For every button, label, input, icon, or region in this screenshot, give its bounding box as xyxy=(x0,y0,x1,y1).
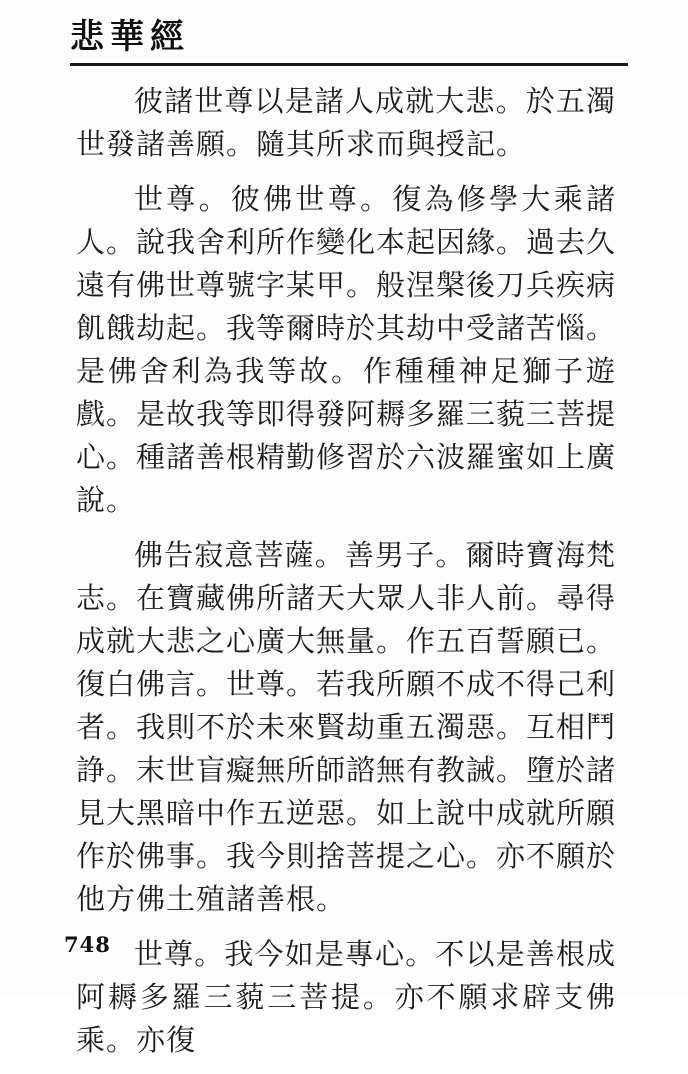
page-number: 748 xyxy=(64,932,111,957)
running-header xyxy=(70,14,628,60)
paragraph-2: 世尊。彼佛世尊。復為修學大乘諸人。說我舍利所作變化本起因緣。過去久遠有佛世尊號字某甲。般涅槃後刀兵疾病飢餓劫起。我等爾時於其劫中受諸苦惱。是佛舍利為我等故。作種種神足獅子遊戲。是故我等即得發阿耨多羅三藐三菩提心。種諸善根精勤修習於六波羅蜜如上廣說。 xyxy=(76,182,617,517)
body-text xyxy=(76,80,616,1074)
header-divider xyxy=(70,63,628,66)
book-title: 悲華經 xyxy=(70,17,190,57)
paragraph-3: 佛告寂意菩薩。善男子。爾時寶海梵志。在寶藏佛所諸天大眾人非人前。尋得成就大悲之心廣大無量。作五百誓願已。復白佛言。世尊。若我所願不成不得己利者。我則不於未來賢劫重五濁惡。互相鬥諍。末世盲癡無所師諮無有教誡。墮於諸見大黑暗中作五逆惡。如上說中成就所願作於佛事。我今則捨菩提之心。亦不願於他方佛土殖諸善根。 xyxy=(76,538,617,916)
paragraph-1: 彼諸世尊以是諸人成就大悲。於五濁世發諸善願。隨其所求而與授記。 xyxy=(76,84,616,161)
paragraph-4: 世尊。我今如是專心。不以是善根成阿耨多羅三藐三菩提。亦不願求辟支佛乘。亦復 xyxy=(76,937,616,1057)
